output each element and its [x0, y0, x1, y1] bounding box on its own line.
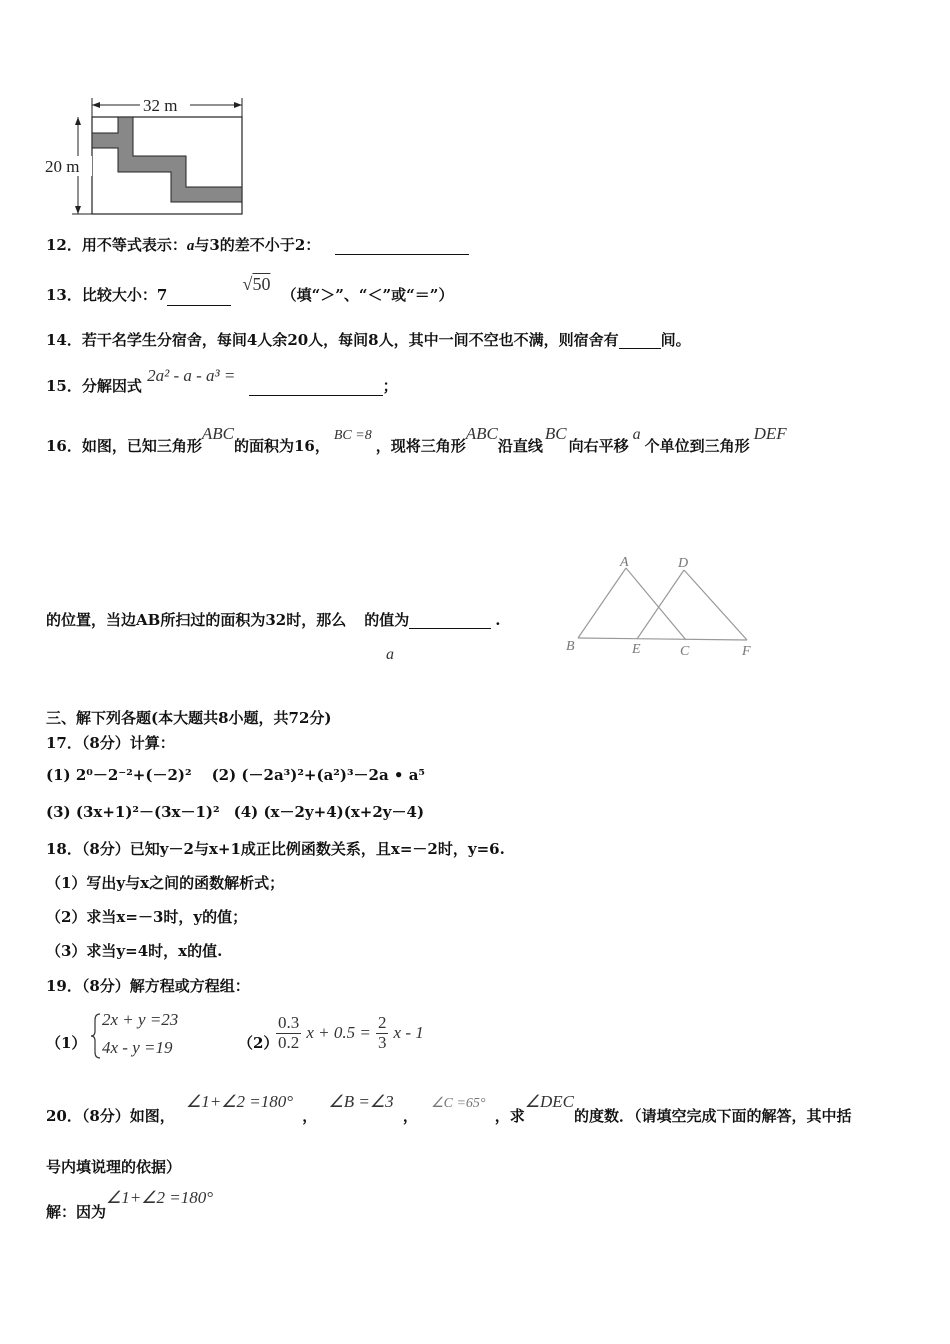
width-arrowhead-left	[92, 102, 100, 108]
question-20-line2: 号内填说理的依据）	[46, 1158, 182, 1176]
height-arrowhead-bottom	[75, 206, 81, 214]
triangle-figure	[560, 552, 760, 662]
expr-17-3: (3) (3x+1)²－(3x－1)²	[46, 803, 220, 821]
question-16: 16．如图，已知三角形ABC的面积为16，BC =8，现将三角形ABC沿直线BC向右平移a个单位到三角形DEF	[46, 424, 787, 455]
expr-17-4: (4) (x－2y+4)(x+2y－4)	[233, 803, 425, 821]
answer-blank-12[interactable]	[335, 254, 469, 255]
question-15: 15．分解因式 2a² - a - a³ = ；	[46, 366, 398, 395]
question-13: 13．比较大小：7 √50 （填“＞”、“＜”或“＝”）	[46, 274, 454, 304]
question-17-row1	[46, 766, 425, 784]
label-C: C	[680, 644, 690, 659]
label-A: A	[620, 555, 629, 570]
question-19-equations: （1） 2x + y =23 4x - y =19 （2） $\frac{0.3}{0.2}$ x + 0.5 = $\frac{2}{3}$ x - 1	[46, 1008, 466, 1064]
label-E: E	[632, 642, 641, 657]
question-12: 12．用不等式表示：a与3的差不小于2：	[46, 236, 469, 255]
question-18-title: 18．（8分）已知y－2与x+1成正比例函数关系，且x=－2时，y=6.	[46, 840, 505, 858]
sqrt-50: √50	[242, 274, 271, 294]
side-df	[684, 570, 747, 640]
height-arrowhead-top	[75, 117, 81, 125]
question-18-part3: （3）求当y=4时，x的值.	[46, 942, 223, 960]
question-16-line2: 的位置，当边AB所扫过的面积为32时，那么 的值为 .	[46, 611, 501, 629]
variable-a-label: a	[386, 646, 394, 663]
question-17-row2	[46, 803, 424, 821]
field-figure	[40, 92, 260, 222]
question-20: 20．（8分）如图， ∠1+∠2 =180° ， ∠B =∠3 ， ∠C =65° ，求∠DEC的度数．（请填空完成下面的解答，其中括	[46, 1092, 852, 1125]
question-14: 14．若干名学生分宿舍，每间4人余20人，每间8人，其中一间不空也不满，则宿舍有 间。	[46, 331, 691, 349]
width-arrowhead-right	[234, 102, 242, 108]
question-19-title: 19．（8分）解方程或方程组：	[46, 977, 250, 995]
side-ac	[626, 568, 686, 640]
label-F: F	[742, 644, 751, 659]
answer-blank-14[interactable]	[619, 348, 661, 349]
expr-17-1: (1) 2⁰－2⁻²+(－2)²	[46, 766, 192, 784]
brace-icon	[90, 1012, 102, 1060]
label-B: B	[566, 639, 575, 654]
factor-expression: 2a² - a - a³ =	[147, 366, 236, 385]
width-label: 32 m	[143, 96, 178, 115]
equation-1: 2x + y =23	[102, 1010, 179, 1029]
side-ab	[578, 568, 626, 638]
equation-2: 4x - y =19	[102, 1038, 173, 1057]
section-3-heading: 三、解下列各题(本大题共8小题，共72分)	[46, 709, 332, 727]
answer-blank-16[interactable]	[409, 628, 491, 629]
label-D: D	[678, 556, 689, 571]
question-17-title: 17．（8分）计算：	[46, 734, 175, 752]
question-20-solution: 解：因为∠1+∠2 =180°	[46, 1188, 213, 1221]
equation-3: $\frac{0.3}{0.2}$ x + 0.5 = $\frac{2}{3}$ x - 1	[278, 1013, 424, 1052]
height-label: 20 m	[45, 157, 80, 176]
question-18-part2: （2）求当x=－3时，y的值；	[46, 908, 248, 926]
answer-blank-15[interactable]	[249, 395, 383, 396]
line-bf	[578, 638, 747, 640]
answer-blank-13[interactable]	[167, 305, 231, 306]
question-18-part1: （1）写出y与x之间的函数解析式；	[46, 874, 285, 892]
expr-17-2: (2) (－2a³)²+(a²)³－2a • a⁵	[211, 766, 426, 784]
